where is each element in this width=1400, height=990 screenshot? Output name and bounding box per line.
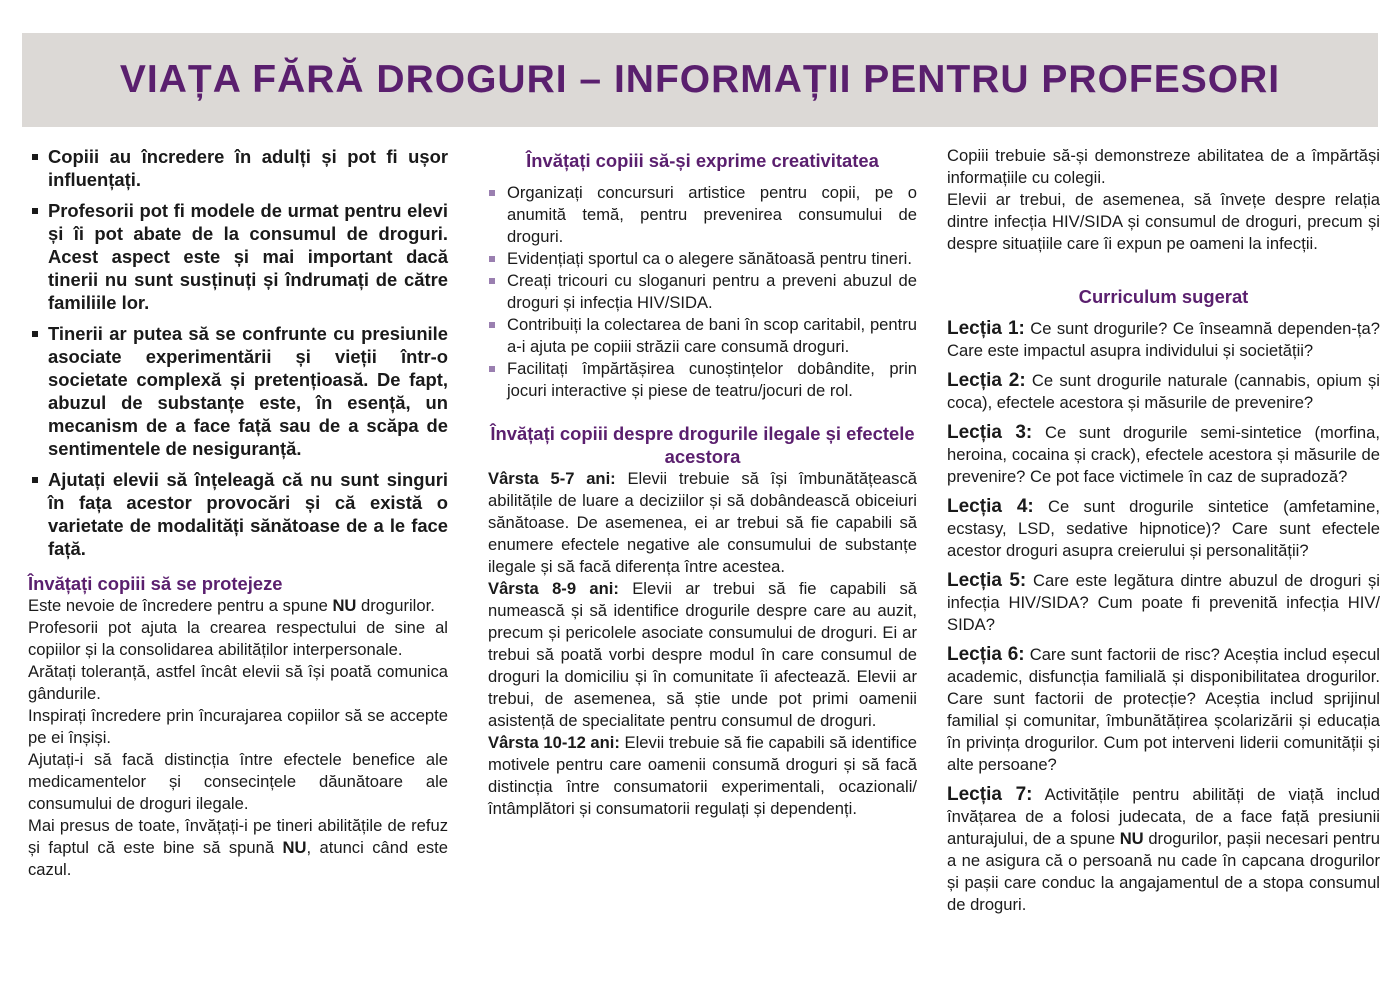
lesson-text: Ce sunt drogurile semi-sintetice (morfina, heroina, cocaina și crack), efectele acestora și măsurile de prevenire? Ce pot face victimele în caz de supradoză? (947, 423, 1380, 486)
bold-text: NU (332, 596, 357, 615)
paragraph (28, 705, 448, 749)
lesson-item (947, 370, 1380, 414)
list-item: Contribuiți la colectarea de bani în scop caritabil, pentru a-i ajuta pe copiii străzii care consumă droguri. (488, 314, 917, 358)
lesson-label: Lecția 5: (947, 570, 1027, 591)
text: Profesorii pot ajuta la crearea respectului de sine al copiilor și la consolidarea abilităților interpersonale. (28, 618, 448, 659)
text: Mai presus de toate, învățați-i pe tineri abilitățile de refuz și faptul că este bine să spună (28, 816, 448, 857)
list-item: Creați tricouri cu sloganuri pentru a preveni abuzul de droguri și infecția HIV/SIDA. (488, 270, 917, 314)
lesson-text: Ce sunt drogurile naturale (cannabis, opium și coca), efectele acestora și măsurile de prevenire? (947, 371, 1380, 412)
creativity-list (488, 182, 917, 402)
paragraph (947, 145, 1380, 189)
lesson-item (947, 644, 1380, 776)
lesson-text: drogurilor, pașii necesari pentru a ne asigura că o persoană nu cade în capcana drogurilor și pașii care conduc la angajamentul de a stopa consumul de droguri. (947, 829, 1380, 914)
column-right (947, 145, 1380, 950)
bold-text: Vârsta 10-12 ani: (488, 733, 620, 752)
text: Este nevoie de încredere pentru a spune (28, 596, 333, 615)
protect-section-body (28, 595, 448, 881)
paragraph (28, 661, 448, 705)
bold-text: Vârsta 8-9 ani: (488, 579, 619, 598)
paragraph (488, 732, 917, 820)
paragraph (488, 468, 917, 578)
bold-text: Vârsta 5-7 ani: (488, 469, 616, 488)
lesson-item (947, 318, 1380, 362)
bold-text: NU (1119, 829, 1144, 848)
title-banner (22, 33, 1378, 127)
key-points-list (28, 145, 448, 560)
list-item: Copiii au încredere în adulți și pot fi ușor influențați. (28, 145, 448, 191)
paragraph (28, 617, 448, 661)
lesson-text: Care sunt factorii de risc? Aceștia includ eșecul academic, disfuncția familială și disponibilitatea drogurilor. Care sunt factorii de protecție? Aceștia includ sprijinul familial și comunitar, îmbunătățirea școlarizării și educația în privința drogurilor. Cum pot interveni liderii comunității și alte persoane? (947, 645, 1380, 774)
bold-text: NU (282, 838, 307, 857)
paragraph (947, 189, 1380, 255)
text: Elevii ar trebui să fie capabili să numească și să identifice drogurile despre care au auzit, precum și pericolele asociate consumului de droguri. Ei ar trebui să poată vorbi despre modul în care consumul de droguri la domiciliu și în comunitate îi afectează. Elevii ar trebui, de asemenea, să știe unde pot primi oamenii asistență de specialitate pentru consumul de droguri. (488, 579, 917, 730)
lesson-label: Lecția 4: (947, 496, 1034, 517)
paragraph (28, 815, 448, 881)
column-middle (488, 145, 917, 820)
lessons-list (947, 318, 1380, 916)
paragraph (28, 595, 448, 617)
lesson-label: Lecția 3: (947, 422, 1033, 443)
list-item: Organizați concursuri artistice pentru copii, pe o anumită temă, pentru prevenirea consumului de droguri. (488, 182, 917, 248)
paragraph (28, 749, 448, 815)
lesson-label: Lecția 7: (947, 784, 1033, 805)
page-title: VIAȚA FĂRĂ DROGURI – INFORMAȚII PENTRU PROFESORI (119, 58, 1281, 101)
age-groups-body (488, 468, 917, 820)
list-item: Tinerii ar putea să se confrunte cu presiunile asociate experimentării și vieții într-o societate complexă și pretențioasă. De fapt, abuzul de substanțe este, în esență, un mecanism de a face față sau de a scăpa de sentimentele de nesiguranță. (28, 322, 448, 460)
text: Inspirați încredere prin încurajarea copiilor să se accepte pe ei înșiși. (28, 706, 448, 747)
lesson-label: Lecția 1: (947, 318, 1025, 339)
text: , atunci când este cazul. (28, 838, 448, 879)
list-item: Facilitați împărtășirea cunoștințelor dobândite, prin jocuri interactive și piese de teatru/jocuri de rol. (488, 358, 917, 402)
text: Copiii trebuie să-și demonstreze abilitatea de a împărtăși informațiile cu colegii. (947, 146, 1380, 187)
section-heading-creativity: Învățați copiii să-și exprime creativitatea (526, 150, 879, 171)
lesson-label: Lecția 6: (947, 644, 1025, 665)
text: Elevii trebuie să fie capabili să identifice motivele pentru care oamenii consumă droguri și să facă distincția între consumatorii experimentali, ocazionali/întâmplători și consumatorii regulați și dependenți. (488, 733, 917, 818)
lesson-text: Ce sunt drogurile? Ce înseamnă dependen-ța? Care este impactul asupra individului și societății? (947, 319, 1380, 360)
section-heading-curriculum: Curriculum sugerat (1078, 286, 1249, 307)
paragraph (488, 578, 917, 732)
intro-body (947, 145, 1380, 255)
lesson-text: Care este legătura dintre abuzul de droguri și infecția HIV/SIDA? Cum poate fi prevenită infecția HIV/ SIDA? (947, 571, 1380, 634)
text: drogurilor. (356, 596, 435, 615)
lesson-text: Ce sunt drogurile sintetice (amfetamine, ecstasy, LSD, sedative hipnotice)? Care sunt efectele acestor droguri asupra creierului și personalității? (947, 497, 1380, 560)
lesson-item (947, 422, 1380, 488)
text: Elevii trebuie să își îmbunătățească abilitățile de luare a deciziilor și să dobândească obiceiuri sănătoase. De asemenea, ei ar trebui să fie capabili să enumere efectele negative ale consumului de substanțe ilegale și să facă diferența între acestea. (488, 469, 917, 576)
section-heading-protect: Învățați copiii să se protejeze (28, 573, 283, 594)
lesson-item (947, 496, 1380, 562)
list-item: Profesorii pot fi modele de urmat pentru elevi și îi pot abate de la consumul de droguri. Acest aspect este și mai important dacă tinerii nu sunt susținuți și îndrumați de către familiile lor. (28, 199, 448, 314)
list-item: Ajutați elevii să înțeleagă că nu sunt singuri în fața acestor provocări și că există o varietate de modalități sănătoase de a le face față. (28, 468, 448, 560)
lesson-item (947, 784, 1380, 916)
lesson-item (947, 570, 1380, 636)
lesson-text: Activitățile pentru abilități de viață includ învățarea de a folosi judecata, de a face față presiunii anturajului, de a spune (947, 785, 1380, 848)
column-left (28, 145, 448, 881)
list-item: Evidențiați sportul ca o alegere sănătoasă pentru tineri. (488, 248, 917, 270)
text: Elevii ar trebui, de asemenea, să învețe despre relația dintre infecția HIV/SIDA și consumul de droguri, precum și despre situațiile care îi expun pe oameni la infecții. (947, 190, 1380, 253)
text: Arătați toleranță, astfel încât elevii să își poată comunica gândurile. (28, 662, 448, 703)
section-heading-illegal-drugs: Învățați copiii despre drogurile ilegale și efectele acestora (490, 423, 915, 467)
text: Ajutați-i să facă distincția între efectele benefice ale medicamentelor și consecințele dăunătoare ale consumului de droguri ilegale. (28, 750, 448, 813)
lesson-label: Lecția 2: (947, 370, 1026, 391)
